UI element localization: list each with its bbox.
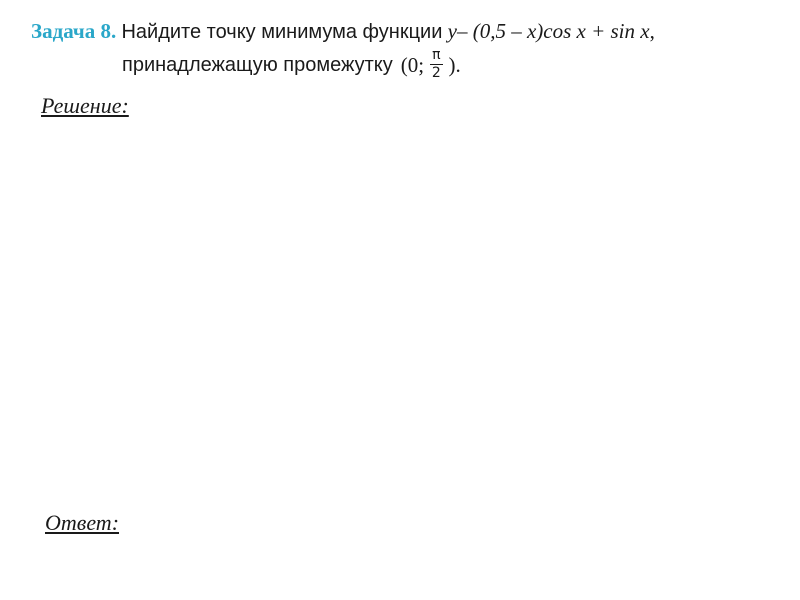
answer-label: Ответ: (45, 510, 120, 535)
task-text-2: принадлежащую промежутку (122, 53, 393, 76)
task-formula: y– (0,5 – x)cos x + sin x (447, 19, 650, 43)
task-statement (31, 17, 655, 46)
fraction-denominator: 2 (431, 65, 441, 81)
fraction-numerator: π (432, 47, 441, 63)
interval-close: ). (448, 52, 461, 77)
interval-fraction (430, 48, 442, 81)
task-label: Задача 8. (31, 19, 117, 43)
interval-open: (0; (400, 52, 425, 77)
task-statement-line2 (122, 48, 461, 81)
task-formula-end: , (649, 19, 655, 43)
task-interval (401, 48, 461, 81)
solution-label: Решение: (41, 93, 129, 118)
task-text: Найдите точку минимума функции (121, 21, 443, 43)
